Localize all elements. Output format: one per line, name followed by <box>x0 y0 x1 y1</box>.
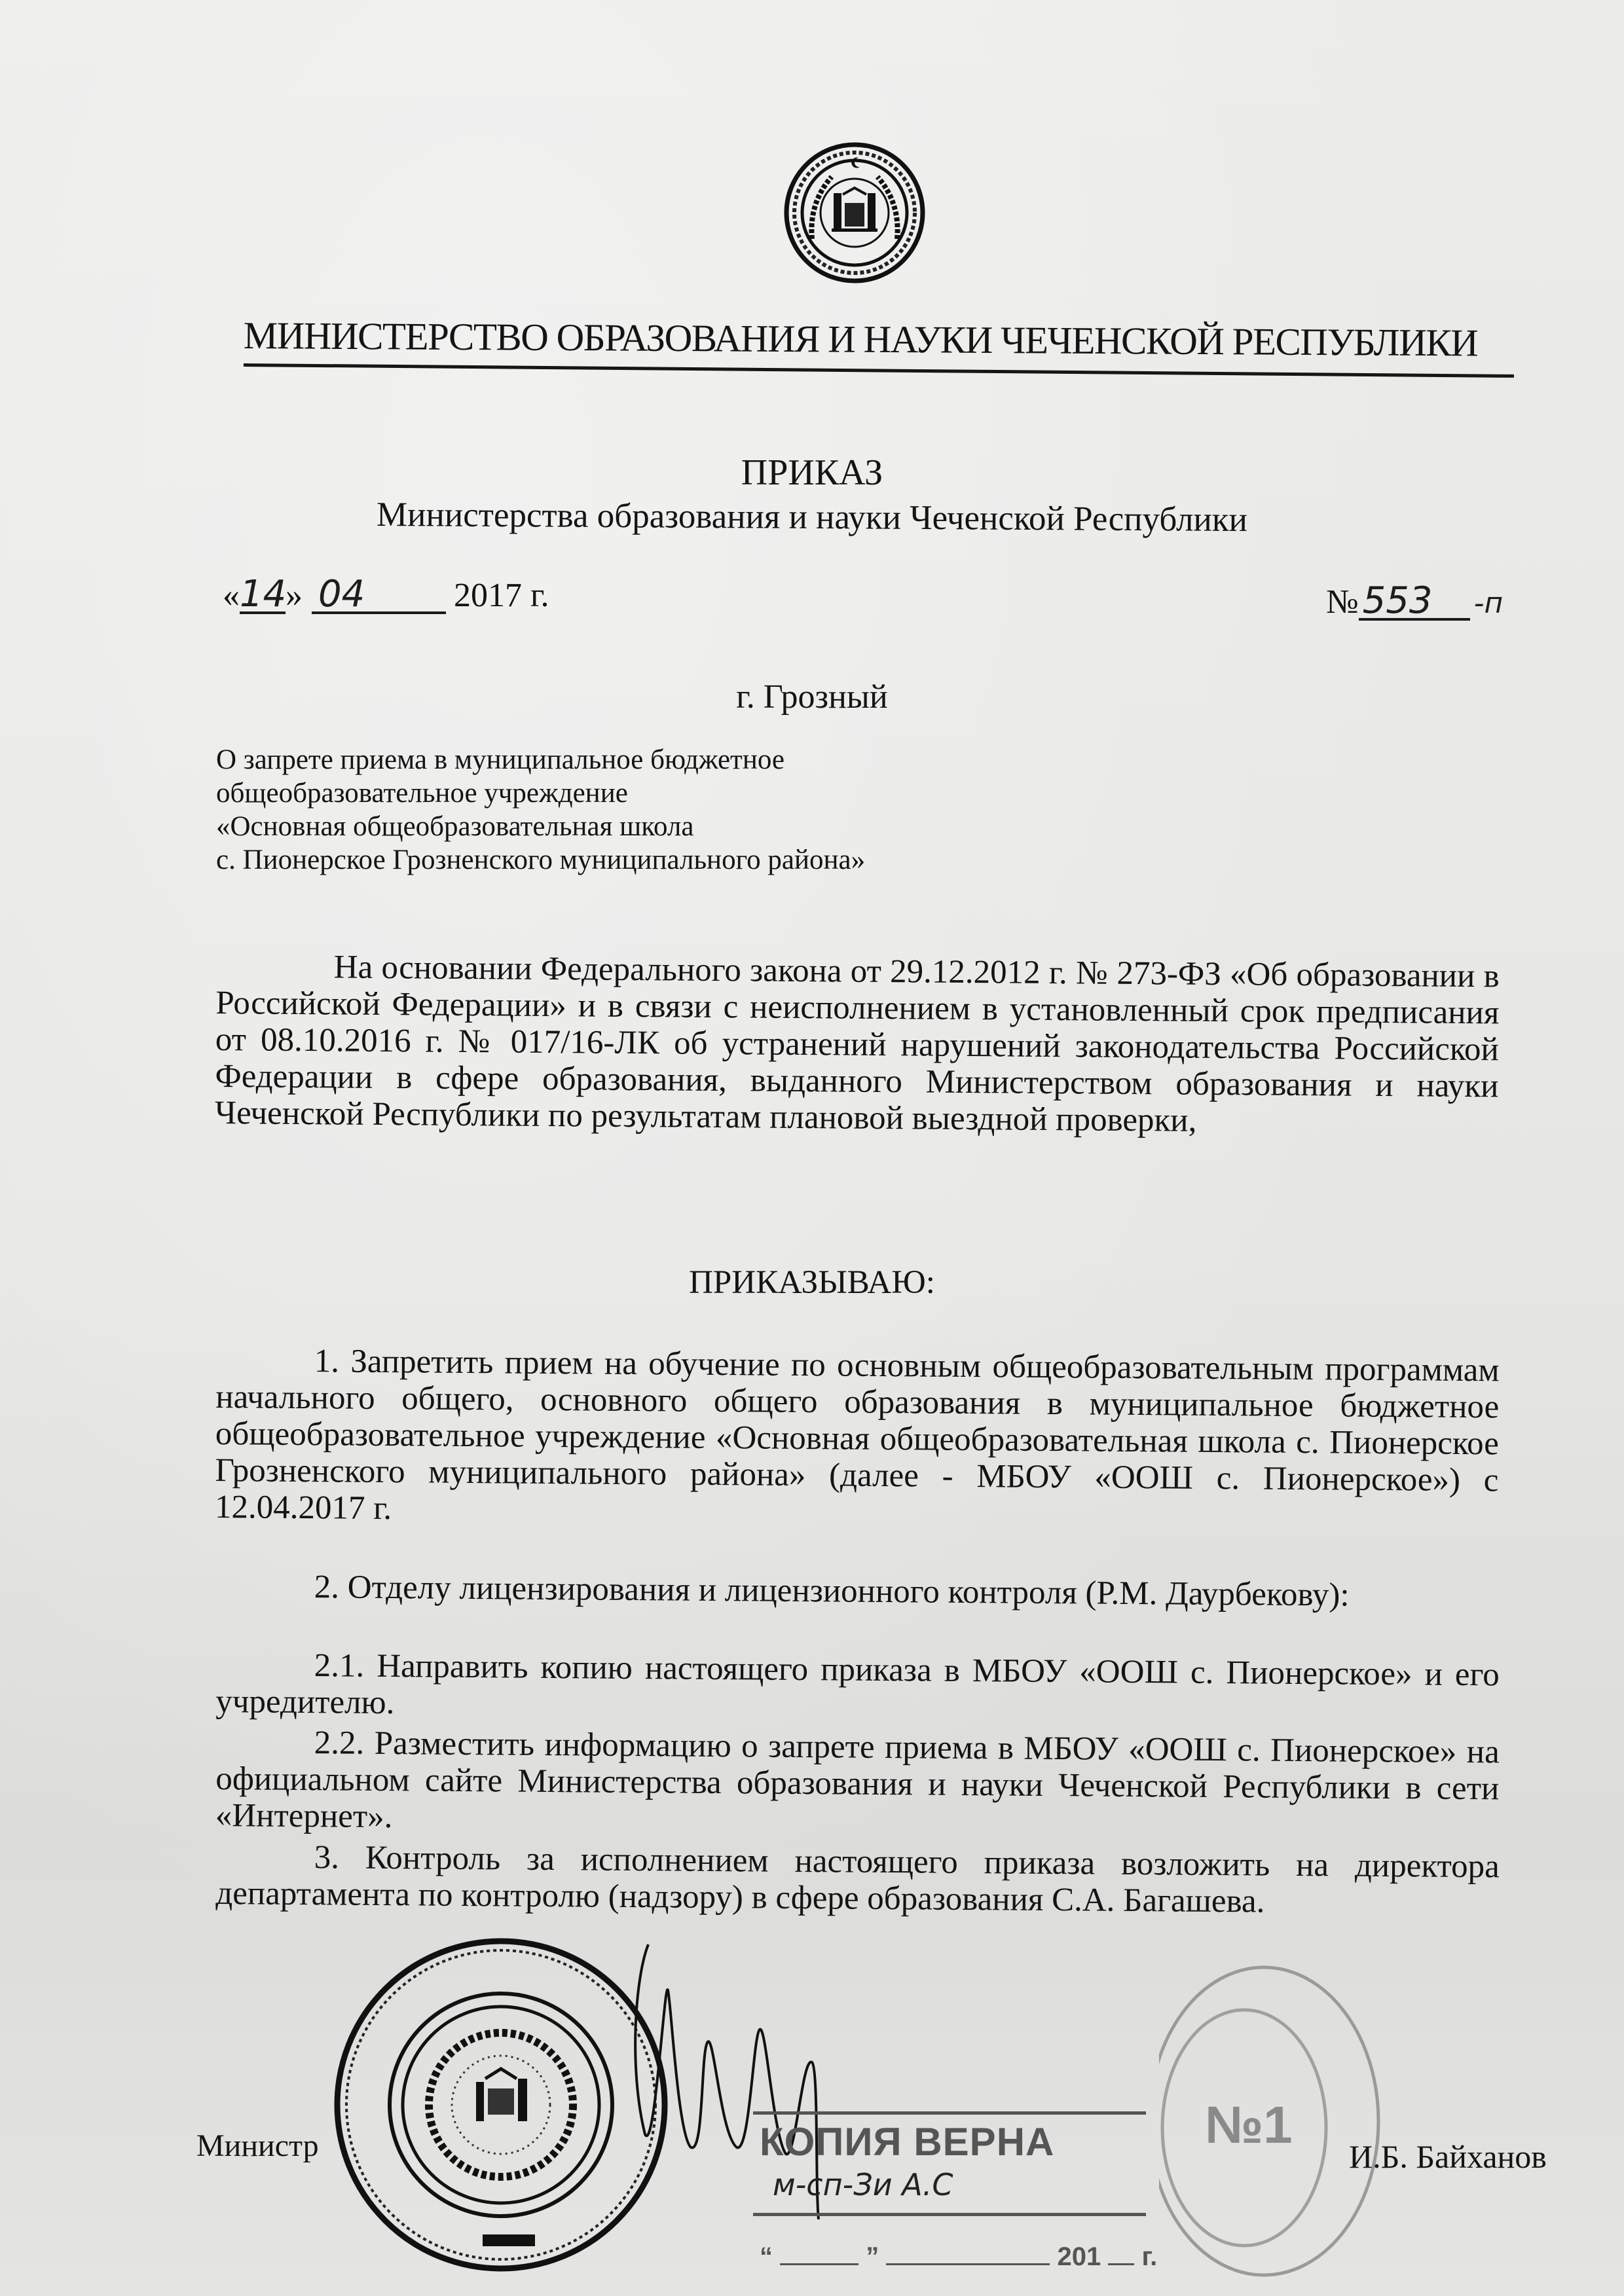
date-open-quote: « <box>223 577 240 614</box>
subject-line: общеобразовательное учреждение <box>216 778 628 809</box>
signatory-name: И.Б. Байханов <box>1349 2138 1547 2175</box>
order-item-2-1-text: 2.1. Направить копию настоящего приказа в МБОУ «ООШ с. Пионерское» и его учредителю. <box>215 1647 1500 1722</box>
orders-heading: ПРИКАЗЫВАЮ: <box>689 1264 935 1301</box>
signatory-role: Министр <box>196 2128 319 2163</box>
date-day: 14 <box>240 573 287 615</box>
copy-verified-stamp <box>753 2111 1172 2288</box>
date-month: 04 <box>312 577 446 614</box>
title-underline <box>244 363 1514 378</box>
order-number <box>1326 579 1504 622</box>
number-label: № <box>1326 583 1359 621</box>
issuer: Министерства образования и науки Чеченской Республики <box>376 495 1248 539</box>
number-value: 553 <box>1359 584 1470 621</box>
document-type: ПРИКАЗ <box>741 452 883 493</box>
order-item-1-text: 1. Запретить прием на обучение по основным общеобразовательным программам начального общего, основного общего образования в муниципальное бюджетное общеобразовательное учреждение «Основная общеобразовательная школа с. Пионерское Грозненского муниципального района» (далее - МБОУ «ООШ с. Пионерское») с 12.04.2017 г. <box>214 1343 1500 1527</box>
order-item-3-text: 3. Контроль за исполнением настоящего приказа возложить на директора департамента по контролю (надзору) в сфере образования С.А. Багашева. <box>215 1839 1500 1920</box>
emblem-icon <box>783 141 927 285</box>
order-item-1 <box>215 1342 1500 1535</box>
copy-date-year: 201 <box>1057 2242 1101 2271</box>
copy-stamp-date <box>760 2242 1157 2272</box>
order-item-2-1 <box>215 1647 1500 1730</box>
number-stamp: №1 <box>1205 2096 1293 2154</box>
copy-date-open: “ <box>760 2242 773 2271</box>
ministry-title: МИНИСТЕРСТВО ОБРАЗОВАНИЯ И НАУКИ ЧЕЧЕНСКОЙ РЕСПУБЛИКИ <box>243 313 1478 365</box>
order-item-2 <box>216 1568 1500 1614</box>
subject-line: «Основная общеобразовательная школа <box>216 811 694 842</box>
faint-seal <box>1159 1951 1395 2278</box>
copy-stamp-title: КОПИЯ ВЕРНА <box>760 2120 1055 2164</box>
copy-date-close: ” <box>866 2242 879 2271</box>
copy-stamp-handwriting: м-сп-Зи А.С <box>773 2167 953 2202</box>
subject-line: О запрете приема в муниципальное бюджетное <box>216 744 784 775</box>
subject-line: с. Пионерское Грозненского муниципального района» <box>216 845 866 875</box>
order-item-2-2 <box>215 1724 1500 1844</box>
order-item-2-2-text: 2.2. Разместить информацию о запрете приема в МБОУ «ООШ с. Пионерское» на официальном сайте Министерства образования и науки Чеченской Республики в сети «Интернет». <box>215 1724 1500 1836</box>
stamp-line <box>753 2111 1146 2115</box>
subject-block <box>216 743 865 877</box>
order-item-3 <box>215 1838 1500 1922</box>
date-year: 2017 г. <box>454 577 549 614</box>
date-close-quote: » <box>286 577 303 614</box>
stamp-line <box>753 2213 1146 2216</box>
number-suffix: -п <box>1473 587 1504 620</box>
preamble-text: На основании Федерального закона от 29.12.2012 г. № 273-ФЗ «Об образовании в Российской Федерации» и в связи с неисполнением в установленный срок предписания от 08.10.2016 г. № 017/16-ЛК об устранений нарушений законодательства Российской Федерации в сфере образования, выданного Министерством образования и науки Чеченской Республики по результатам плановой выездной проверки, <box>214 949 1500 1139</box>
preamble <box>215 948 1500 1141</box>
order-date <box>223 573 549 615</box>
copy-date-year-suffix: г. <box>1141 2242 1158 2271</box>
order-item-2-text: 2. Отделу лицензирования и лицензионного контроля (Р.М. Даурбекову): <box>314 1569 1350 1614</box>
city: г. Грозный <box>736 678 888 716</box>
